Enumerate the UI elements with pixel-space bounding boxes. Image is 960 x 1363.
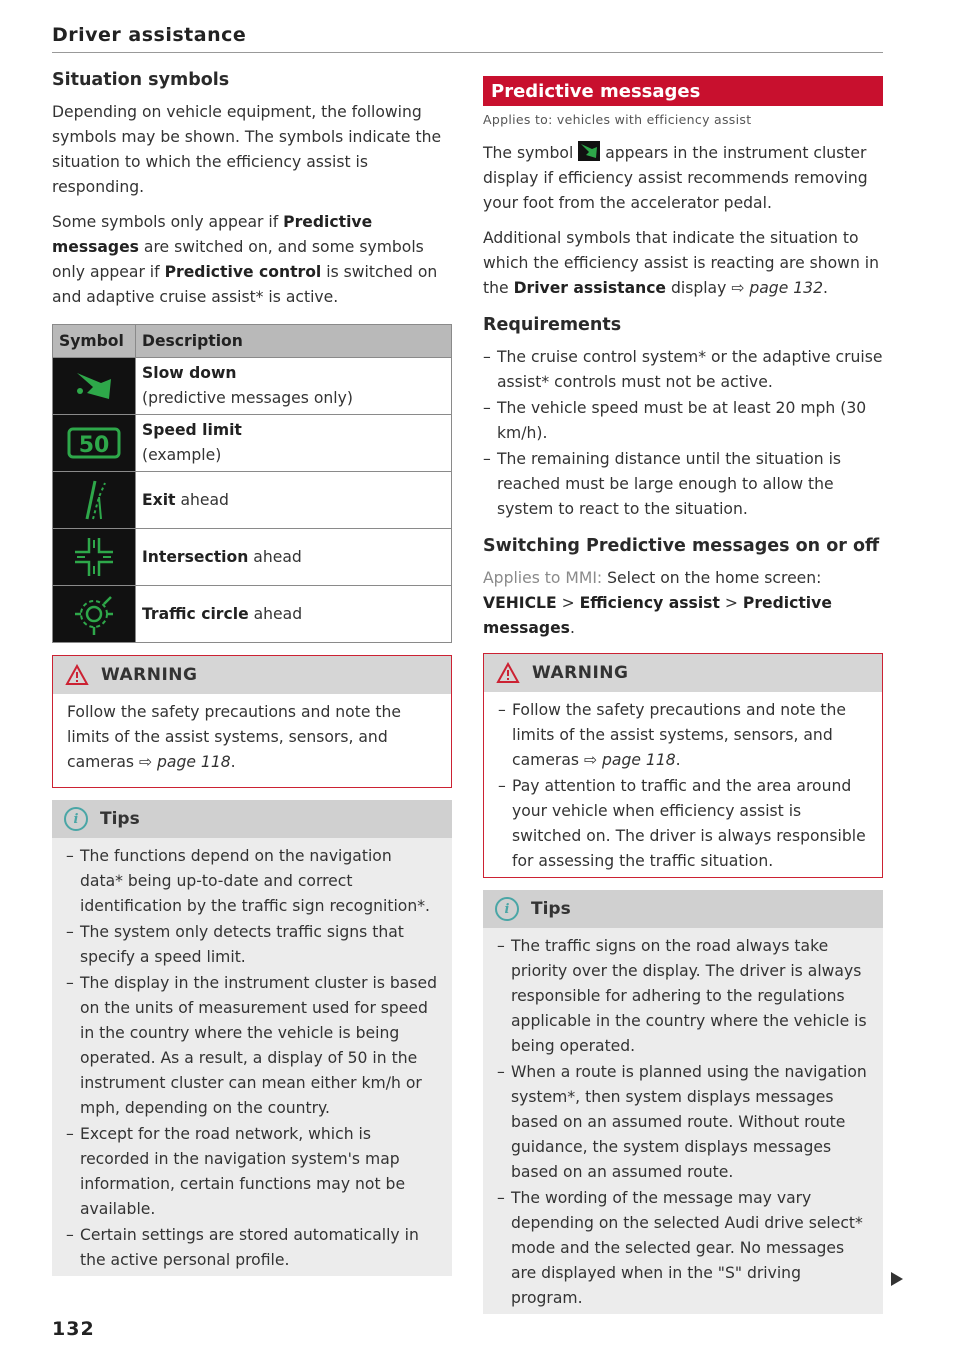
situation-intro: Depending on vehicle equipment, the following symbols may be shown. The symbols indicate the situation to which the efficiency assist is responding. xyxy=(52,103,442,196)
slow-down-icon xyxy=(53,358,136,415)
warning-title: WARNING xyxy=(101,665,198,685)
list-item: – The display in the instrument cluster is based on the units of measurement used for speed in the country where the vehicle is being operated. As a result, a display of 50 in the instrument cluster can mean either km/h or mph, depending on the country. xyxy=(66,971,438,1121)
warning-list xyxy=(498,698,868,874)
tips-title: Tips xyxy=(531,899,571,919)
warning-box xyxy=(52,655,452,788)
slow-down-icon xyxy=(578,141,600,161)
section-banner: Predictive messages xyxy=(483,76,883,106)
table-row xyxy=(53,472,452,529)
mmi-instructions: Applies to MMI: Select on the home screen: VEHICLE > Efficiency assist > Predictive messages. xyxy=(483,569,832,637)
traffic-circle-icon xyxy=(53,586,136,643)
info-icon: i xyxy=(64,807,88,831)
symbol-paragraph: The symbol appears in the instrument cluster display if efficiency assist recommends removing your foot from the accelerator pedal. xyxy=(483,141,883,216)
next-page-arrow-icon[interactable] xyxy=(890,1271,904,1287)
page-reference[interactable]: ⇨ page 118 xyxy=(138,753,231,771)
list-item: – Follow the safety precautions and note the limits of the assist systems, sensors, and cameras ⇨ page 118. xyxy=(498,698,868,773)
list-item: – When a route is planned using the navigation system*, then system displays messages based on an assumed route. Without route guidance, the system displays messages based on an assumed route. xyxy=(497,1060,869,1185)
additional-paragraph: Additional symbols that indicate the situation to which the efficiency assist is reacting are shown in the Driver assistance display ⇨ page 132. xyxy=(483,229,879,297)
table-header-symbol: Symbol xyxy=(53,325,136,358)
tips-header xyxy=(483,890,883,928)
page-reference[interactable]: ⇨ page 132 xyxy=(731,279,824,297)
page-number: 132 xyxy=(52,1318,95,1340)
warning-title: WARNING xyxy=(532,663,629,683)
exit-icon xyxy=(53,472,136,529)
list-item: – Certain settings are stored automatically in the active personal profile. xyxy=(66,1223,438,1273)
header-title: Driver assistance xyxy=(52,24,247,46)
speed-limit-value: 50 xyxy=(78,433,110,458)
header-rule xyxy=(52,52,883,53)
table-row-description: Exit ahead xyxy=(136,472,452,529)
situation-title: Situation symbols xyxy=(52,70,230,90)
switching-title: Switching Predictive messages on or off xyxy=(483,536,880,556)
table-header-row xyxy=(53,325,452,358)
speed-limit-icon xyxy=(53,415,136,472)
table-row xyxy=(53,586,452,643)
list-item: – Except for the road network, which is recorded in the navigation system's map information, certain functions may not be available. xyxy=(66,1122,438,1222)
intersection-icon xyxy=(53,529,136,586)
tips-title: Tips xyxy=(100,809,140,829)
right-column xyxy=(483,70,883,1314)
warning-triangle-icon xyxy=(496,662,520,684)
warning-triangle-icon xyxy=(65,664,89,686)
table-row xyxy=(53,529,452,586)
table-header-description: Description xyxy=(136,325,452,358)
situation-note: Some symbols only appear if Predictive messages are switched on, and some symbols only appear if Predictive control is switched on and adaptive cruise assist* is active. xyxy=(52,213,438,306)
table-row-description: Slow down (predictive messages only) xyxy=(136,358,452,415)
list-item: – The vehicle speed must be at least 20 mph (30 km/h). xyxy=(483,396,883,446)
warning-header xyxy=(53,656,451,694)
requirements-title: Requirements xyxy=(483,315,622,335)
warning-box xyxy=(483,653,883,878)
table-row xyxy=(53,415,452,472)
list-item: – The traffic signs on the road always take priority over the display. The driver is always responsible for adhering to the regulations applicable in the country where the vehicle is being operated. xyxy=(497,934,869,1059)
tips-box xyxy=(483,890,883,1314)
tips-list xyxy=(497,934,869,1311)
warning-header xyxy=(484,654,882,692)
applies-to: Applies to: vehicles with efficiency assist xyxy=(483,112,752,127)
warning-text: Follow the safety precautions and note the limits of the assist systems, sensors, and cameras ⇨ page 118. xyxy=(67,703,401,771)
table-row-description: Speed limit (example) xyxy=(136,415,452,472)
list-item: – The cruise control system* or the adaptive cruise assist* controls must not be active. xyxy=(483,345,883,395)
list-item: – Pay attention to traffic and the area around your vehicle when efficiency assist is switched on. The driver is always responsible for assessing the traffic situation. xyxy=(498,774,868,874)
info-icon: i xyxy=(495,897,519,921)
tips-box xyxy=(52,800,452,1276)
table-row xyxy=(53,358,452,415)
page-reference[interactable]: ⇨ page 118 xyxy=(583,751,676,769)
list-item: – The system only detects traffic signs that specify a speed limit. xyxy=(66,920,438,970)
list-item: – The wording of the message may vary depending on the selected Audi drive select* mode and the selected gear. No messages are displayed when in the "S" driving program. xyxy=(497,1186,869,1311)
table-row-description: Intersection ahead xyxy=(136,529,452,586)
list-item: – The remaining distance until the situation is reached must be large enough to allow the system to react to the situation. xyxy=(483,447,883,522)
table-row-description: Traffic circle ahead xyxy=(136,586,452,643)
left-column xyxy=(52,70,452,1276)
requirements-list xyxy=(483,345,883,522)
tips-header xyxy=(52,800,452,838)
tips-list xyxy=(66,844,438,1273)
list-item: – The functions depend on the navigation data* being up-to-date and correct identification by the traffic sign recognition*. xyxy=(66,844,438,919)
symbol-table xyxy=(52,324,452,643)
